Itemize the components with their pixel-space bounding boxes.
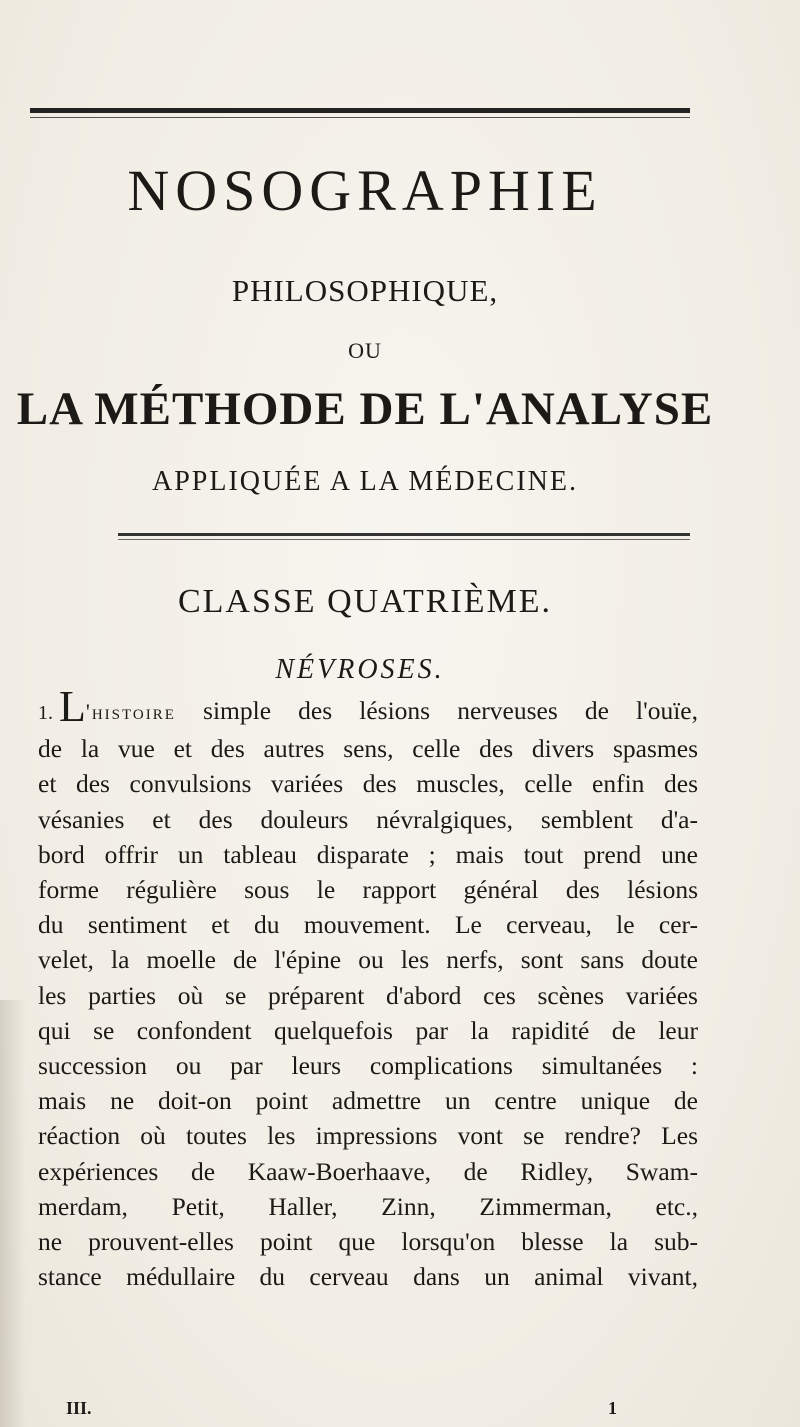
paragraph-line: stance médullaire du cerveau dans un animal vivant,: [38, 1262, 698, 1292]
paragraph-line: vésanies et des douleurs névralgiques, semblent d'a-: [38, 804, 698, 834]
applied-title: APPLIQUÉE A LA MÉDECINE.: [152, 466, 578, 497]
paragraph-line: et des convulsions variées des muscles, celle enfin des: [38, 769, 698, 799]
body-paragraph: [38, 682, 698, 1294]
top-double-rule: [30, 108, 690, 113]
section-subheading: NÉVROSES.: [275, 654, 445, 685]
paragraph-number: 1.: [38, 702, 53, 724]
signature-mark: 1: [608, 1398, 617, 1418]
paragraph-line: qui se confondent quelquefois par la rapidité de leur: [38, 1015, 698, 1045]
paragraph-line: ne prouvent-elles point que lorsqu'on blesse la sub-: [38, 1227, 698, 1257]
volume-number: III.: [66, 1398, 92, 1418]
paragraph-line: de la vue et des autres sens, celle des divers spasmes: [38, 734, 698, 764]
top-thin-rule: [30, 117, 690, 118]
paragraph-line: expériences de Kaaw-Boerhaave, de Ridley, Swam-: [38, 1156, 698, 1186]
paragraph-line: du sentiment et du mouvement. Le cerveau, le cer-: [38, 910, 698, 940]
paragraph-line: velet, la moelle de l'épine ou les nerfs, sont sans doute: [38, 945, 698, 975]
paragraph-line: merdam, Petit, Haller, Zinn, Zimmerman, etc.,: [38, 1191, 698, 1221]
conjunction: OU: [348, 338, 382, 363]
line-text: simple des lésions nerveuses de l'ouïe,: [175, 696, 698, 725]
paragraph-line: réaction où toutes les impressions vont se rendre? Les: [38, 1121, 698, 1151]
class-heading: CLASSE QUATRIÈME.: [177, 583, 553, 620]
section-rule: [118, 533, 690, 536]
drop-cap: L: [59, 682, 86, 731]
section-thin-rule: [118, 539, 690, 540]
paragraph-line: bord offrir un tableau disparate ; mais tout prend une: [38, 839, 698, 869]
main-title: LA MÉTHODE DE L'ANALYSE: [16, 383, 714, 435]
gutter-shadow: [0, 1000, 26, 1427]
paragraph-line: les parties où se préparent d'abord ces scènes variées: [38, 980, 698, 1010]
paragraph-line: succession ou par leurs complications simultanées :: [38, 1051, 698, 1081]
page-title: NOSOGRAPHIE: [127, 158, 603, 223]
paragraph-line: [38, 682, 698, 731]
small-caps-word: 'histoire: [85, 699, 176, 724]
paragraph-line: mais ne doit-on point admettre un centre unique de: [38, 1086, 698, 1116]
paragraph-line: forme régulière sous le rapport général des lésions: [38, 875, 698, 905]
subtitle: PHILOSOPHIQUE,: [231, 273, 499, 308]
